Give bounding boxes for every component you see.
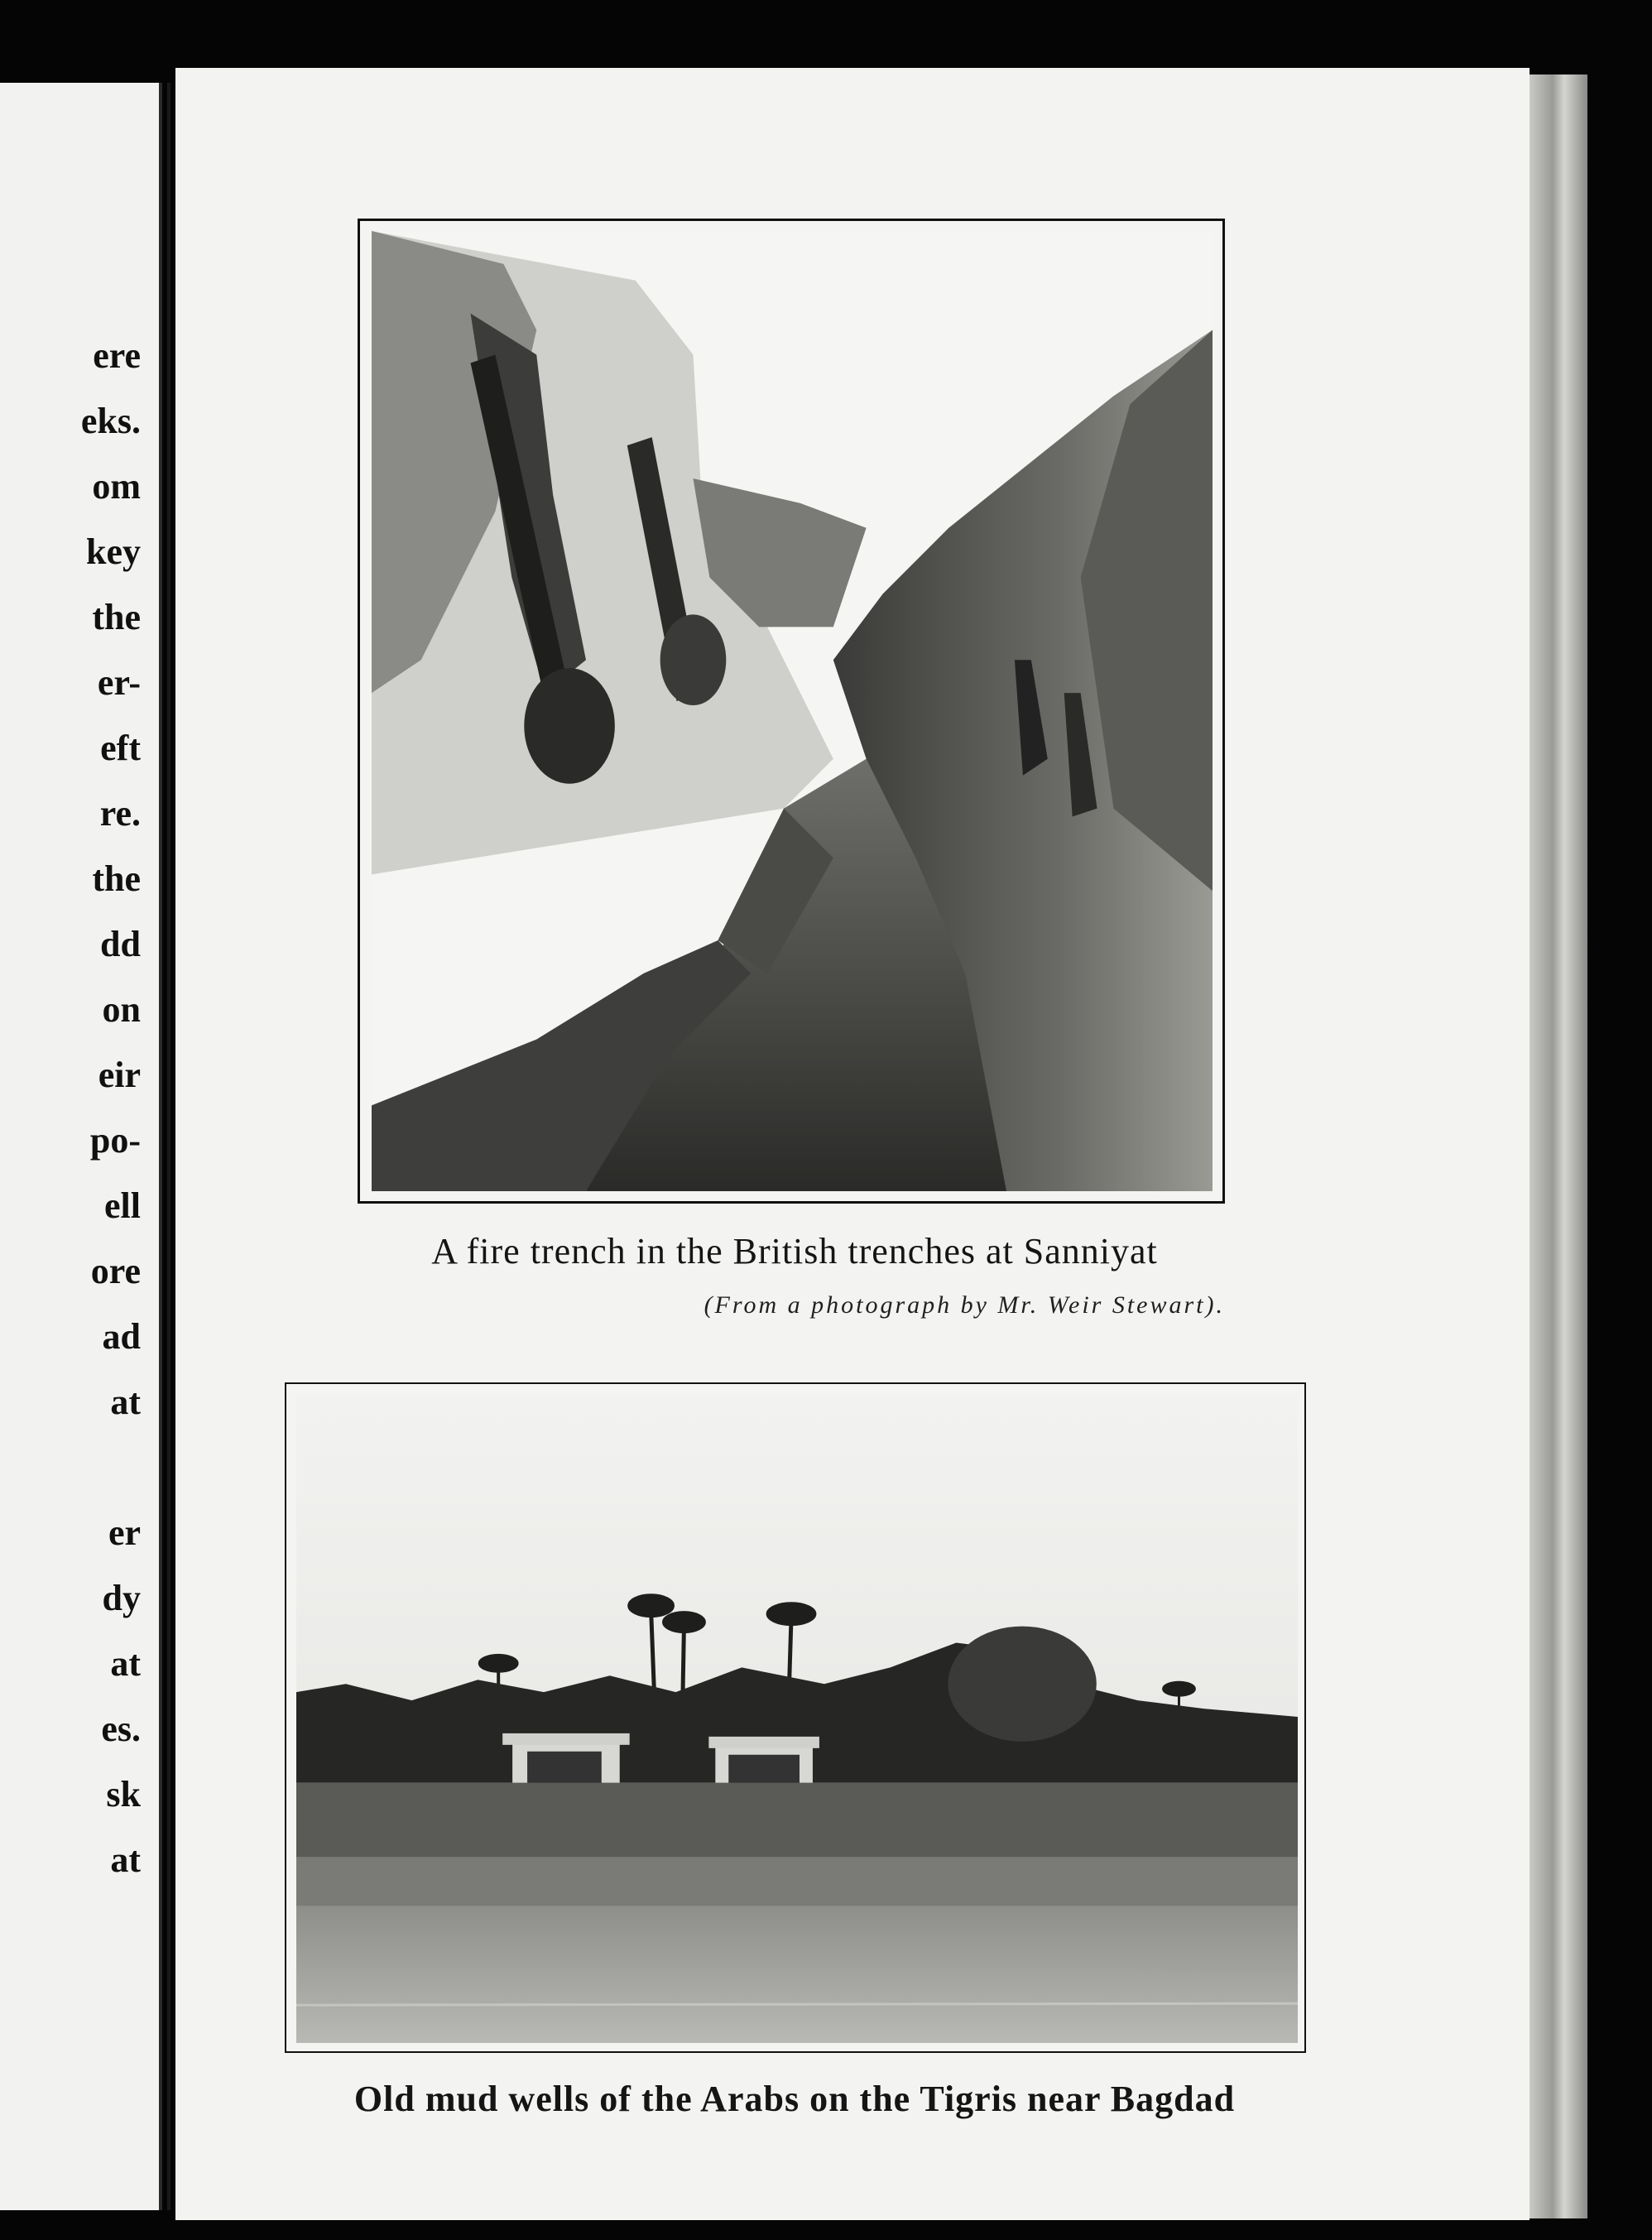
text-line: ad [102, 1316, 141, 1357]
mud-wells-photo-caption: Old mud wells of the Arabs on the Tigris near Bagdad [353, 2079, 1236, 2119]
mud-wells-photo [285, 1382, 1306, 2053]
text-line: er [108, 1512, 141, 1553]
text-line: dy [102, 1578, 141, 1618]
text-line: dd [100, 924, 141, 964]
text-line: sk [106, 1774, 141, 1815]
trench-photo [358, 219, 1225, 1204]
text-line: key [86, 531, 141, 572]
trench-photo-credit: (From a photograph by Mr. Weir Stewart). [704, 1291, 1225, 1319]
text-line: at [110, 1839, 141, 1880]
text-line: ere [93, 335, 141, 376]
book-gutter [167, 83, 170, 2210]
text-line: on [102, 989, 141, 1030]
text-line: eks. [80, 401, 141, 441]
text-line: om [92, 466, 141, 507]
mud-wells-photo-image [296, 1396, 1298, 2043]
text-line: the [92, 597, 141, 637]
text-line: ell [104, 1185, 141, 1226]
text-line [0, 1435, 141, 1500]
text-line: at [110, 1643, 141, 1684]
text-line: the [92, 858, 141, 899]
text-line: eir [98, 1055, 141, 1095]
trench-photo-caption: A fire trench in the British trenches at Sanniyat [431, 1231, 1158, 1271]
page-edge [1530, 75, 1587, 2218]
text-line: at [110, 1382, 141, 1422]
left-page-text [0, 323, 141, 1892]
text-line: es. [101, 1709, 141, 1749]
text-line: er- [97, 662, 141, 703]
left-page [0, 83, 162, 2210]
text-line: re. [99, 793, 141, 834]
text-line: eft [100, 728, 141, 768]
text-line: ore [90, 1251, 141, 1291]
text-line: po- [89, 1120, 141, 1161]
trench-photo-image [372, 231, 1213, 1191]
